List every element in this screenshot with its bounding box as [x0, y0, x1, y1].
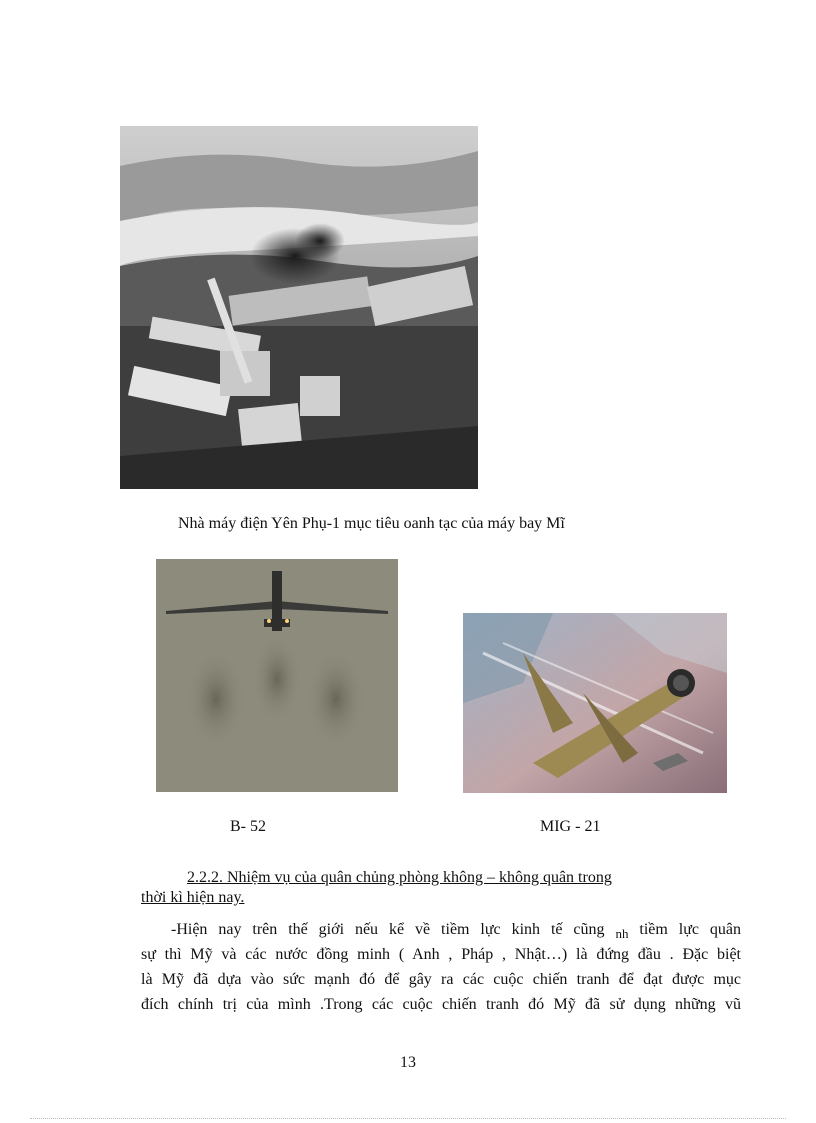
b52-caption: B- 52	[230, 818, 266, 835]
power-plant-caption: Nhà máy điện Yên Phụ-1 mục tiêu oanh tạc của máy bay Mĩ	[178, 515, 565, 532]
mig21-photo	[463, 613, 727, 793]
paragraph-line	[141, 921, 741, 939]
page-number: 13	[400, 1054, 416, 1071]
b52-photo	[156, 559, 398, 792]
section-heading-line2: thời kì hiện nay.	[141, 889, 245, 906]
power-plant-photo	[120, 126, 478, 489]
paragraph-line1-before: -Hiện nay trên thế giới nếu kể về tiềm lực kinh tế cũng	[171, 921, 605, 938]
footer-divider	[30, 1118, 786, 1119]
paragraph-line1-after: tiềm lực quân	[639, 921, 742, 938]
section-heading-line1: 2.2.2. Nhiệm vụ của quân chủng phòng không – không quân trong	[187, 869, 612, 886]
paragraph-line: đích chính trị của mình .Trong các cuộc chiến tranh đó Mỹ đã sử dụng những vũ	[141, 996, 741, 1013]
mig21-caption: MIG - 21	[540, 818, 601, 835]
paragraph-line: sự thì Mỹ và các nước đồng minh ( Anh , Pháp , Nhật…) là đứng đầu . Đặc biệt	[141, 946, 741, 963]
paragraph-line: là Mỹ đã dựa vào sức mạnh đó để gây ra các cuộc chiến tranh để đạt được mục	[141, 971, 741, 988]
section-heading	[141, 868, 741, 908]
paragraph-line1-nh: nh	[615, 926, 629, 941]
